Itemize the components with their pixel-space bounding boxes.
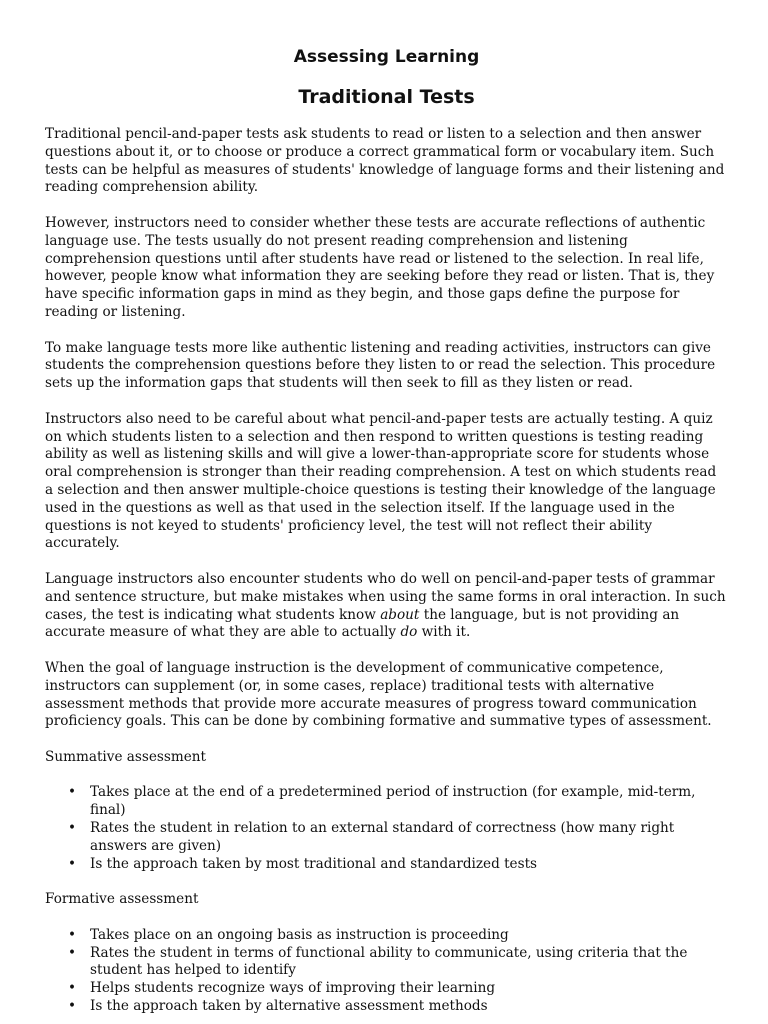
list-item: • Is the approach taken by alternative assessment methods bbox=[90, 998, 728, 1016]
list-item: • Takes place at the end of a predetermined period of instruction (for example, mid-term, final) bbox=[90, 784, 728, 820]
paragraph-text-segment: Language instructors also encounter students who do well on pencil-and-paper tests of grammar and sentence structure, but make mistakes when using the same forms in oral interaction. In such cases, the test is indicating what students know bbox=[45, 570, 726, 623]
emphasis-about: about bbox=[380, 606, 420, 623]
paragraph-communicative-competence: When the goal of language instruction is the development of communicative competence, instructors can supplement (or, in some cases, replace) traditional tests with alternative assessment methods that provide more accurate measures of progress toward communication proficiency goals. This can be done by combining formative and summative types of assessment. bbox=[45, 659, 712, 730]
list-item: • Rates the student in relation to an external standard of correctness (how many right answers are given) bbox=[90, 820, 728, 856]
paragraph-grammar-vs-oral bbox=[45, 571, 728, 642]
paragraph-text-segment: with it. bbox=[417, 624, 471, 641]
paragraph-authentic-tests: To make language tests more like authentic listening and reading activities, instructors can give students the comprehension questions before they listen to or read the selection. This procedure sets up the information gaps that students will then seek to fill as they listen or read. bbox=[45, 339, 716, 392]
list-item: • Helps students recognize ways of improving their learning bbox=[90, 980, 728, 998]
list-item: • Is the approach taken by most traditional and standardized tests bbox=[90, 856, 728, 874]
document-title: Assessing Learning bbox=[293, 47, 480, 67]
summative-heading: Summative assessment bbox=[45, 748, 207, 765]
paragraph-authenticity: However, instructors need to consider whether these tests are accurate reflections of authentic language use. The tests usually do not present reading comprehension and listening comprehension questions until after students have read or listened to the selection. In real life, however, people know what information they are seeking before they read or listen. That is, they have specific information gaps in mind as they begin, and those gaps define the purpose for reading or listening. bbox=[45, 214, 715, 320]
list-item: • Takes place on an ongoing basis as instruction is proceeding bbox=[90, 927, 728, 945]
list-item: • Rates the student in terms of functional ability to communicate, using criteria that the student has helped to identify bbox=[90, 945, 728, 981]
article-body bbox=[45, 126, 728, 731]
summative-list bbox=[45, 784, 728, 873]
paragraph-intro: Traditional pencil-and-paper tests ask students to read or listen to a selection and then answer questions about it, or to choose or produce a correct grammatical form or vocabulary item. Such tests can be helpful as measures of students' knowledge of language forms and their listening and reading comprehension ability. bbox=[45, 126, 725, 196]
formative-heading: Formative assessment bbox=[45, 891, 199, 908]
paragraph-testing-caution: Instructors also need to be careful about what pencil-and-paper tests are actually testing. A quiz on which students listen to a selection and then respond to written questions is testing reading ability as well as listening skills and will give a lower-than-appropriate score for students whose oral comprehension is stronger than their reading comprehension. A test on which students read a selection and then answer multiple-choice questions is testing their knowledge of the language used in the questions as well as that used in the selection itself. If the language used in the questions is not keyed to students' proficiency level, the test will not reflect their ability accurately. bbox=[45, 410, 717, 552]
section-title: Traditional Tests bbox=[298, 86, 475, 108]
formative-list bbox=[45, 927, 728, 1016]
paragraph-text-segment: the language, but is not providing an accurate measure of what they are able to actually bbox=[45, 606, 680, 641]
emphasis-do: do bbox=[400, 624, 418, 641]
